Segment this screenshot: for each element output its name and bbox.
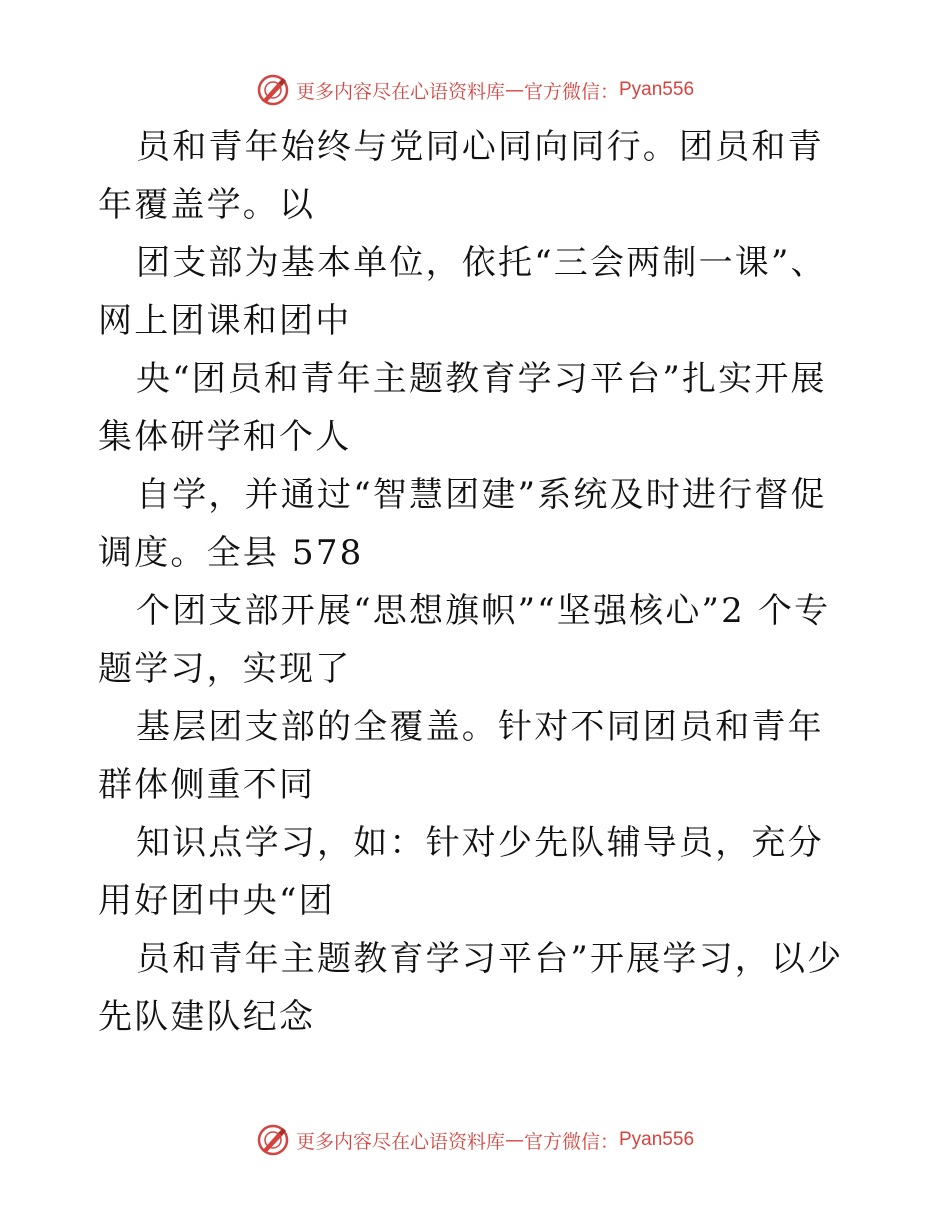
footer-banner-text: 更多内容尽在心语资料库	[295, 1130, 505, 1153]
paragraph: 基层团支部的全覆盖。针对不同团员和青年群体侧重不同	[98, 707, 824, 805]
paragraph: 团支部为基本单位，依托“三会两制一课”、网上团课和团中	[98, 243, 827, 341]
footer-wechat-label: 官方微信：	[523, 1130, 619, 1153]
document-body	[98, 118, 858, 1046]
paragraph: 央“团员和青年主题教育学习平台”扎实开展集体研学和个人	[98, 359, 827, 457]
header-separator: —	[504, 79, 524, 101]
paragraph: 员和青年始终与党同心同向同行。团员和青年覆盖学。以	[98, 127, 824, 225]
header-banner-text: 更多内容尽在心语资料库	[295, 80, 505, 103]
paragraph: 知识点学习，如：针对少先队辅导员，充分用好团中央“团	[98, 823, 824, 921]
paragraph: 员和青年主题教育学习平台”开展学习，以少先队建队纪念	[98, 939, 844, 1037]
header-banner	[0, 70, 950, 110]
pen-circle-logo-icon	[256, 73, 290, 107]
header-wechat-handle: Pyan556	[619, 79, 695, 100]
paragraph: 自学，并通过“智慧团建”系统及时进行督促调度。全县 578	[98, 475, 827, 573]
footer-separator: —	[504, 1129, 524, 1151]
header-wechat-label: 官方微信：	[523, 80, 619, 103]
pen-circle-logo-icon	[256, 1123, 290, 1157]
footer-banner	[0, 1120, 950, 1160]
footer-wechat-handle: Pyan556	[619, 1129, 695, 1150]
paragraph: 个团支部开展“思想旗帜”“坚强核心”2 个专题学习，实现了	[98, 591, 831, 689]
